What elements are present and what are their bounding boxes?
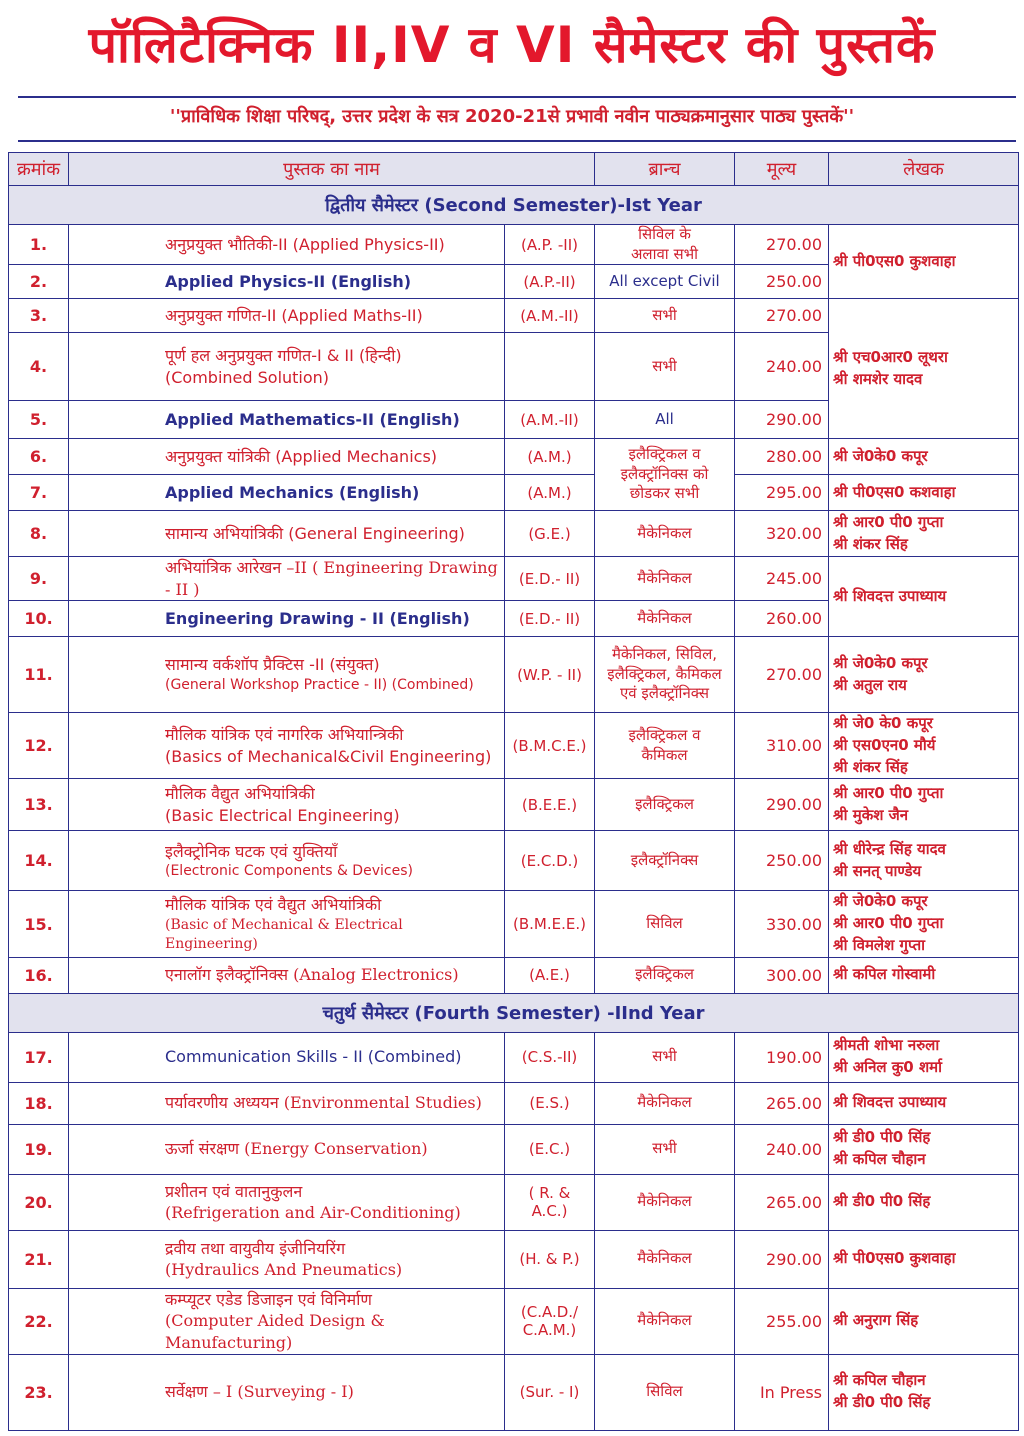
serial-number: 22. [9,1288,69,1354]
author-name: श्री डी0 पी0 सिंह [833,1128,931,1147]
branch-line: सिविल [646,914,683,933]
serial-number: 4. [9,333,69,401]
table-row [9,1230,1019,1288]
table-row [9,1174,1019,1230]
author-name: श्री जे0 के0 कपूर [833,714,933,733]
subject-code: (E.D.- II) [505,557,595,601]
branch [595,713,735,779]
author-name: श्री कपिल चौहान [833,1371,926,1390]
branch [595,1032,735,1082]
price: 270.00 [735,225,829,265]
branch-line: सभी [652,1139,677,1158]
branch-line: इलैक्ट्रिकल, कैमिकल [607,664,722,683]
author [829,637,1019,713]
book-name-line: (General Workshop Practice - II) (Combined) [165,677,474,694]
book-name [69,225,505,265]
branch [595,333,735,401]
branch-line: सभी [652,356,677,375]
book-name-line: (Basic of Mechanical & Electrical Engineering) [165,916,403,952]
author [829,1288,1019,1354]
book-name [69,1124,505,1174]
author [829,891,1019,957]
book-name-line: मौलिक वैद्युत अभियांत्रिकी [165,784,315,804]
author [829,957,1019,993]
book-name [69,475,505,511]
page-subtitle: ''प्राविधिक शिक्षा परिषद्, उत्तर प्रदेश के सत्र 2020-21से प्रभावी नवीन पाठ्यक्रमानुसार पाठ्य पुस्तकें'' [169,106,855,127]
semester-row-fourth [9,993,1019,1032]
semester-row-second [9,186,1019,225]
author-name: श्री धीरेन्द्र सिंह यादव [833,840,946,859]
price: 290.00 [735,401,829,439]
book-name-line: मौलिक यांत्रिक एवं वैद्युत अभियांत्रिकी [165,895,382,915]
subject-code: (W.P. - II) [505,637,595,713]
branch [595,1354,735,1430]
author [829,439,1019,475]
book-name-line: Applied Physics-II (English) [165,271,412,291]
table-row [9,475,1019,511]
book-name-line: मौलिक यांत्रिक एवं नागरिक अभियान्त्रिकी [165,725,404,745]
book-name-line: (Basic Electrical Engineering) [165,805,400,825]
subject-code: (C.A.D./ C.A.M.) [505,1288,595,1354]
branch [595,601,735,637]
table-row [9,891,1019,957]
branch-line: सभी [652,1047,677,1066]
author [829,225,1019,299]
table-row [9,831,1019,891]
author-name: श्री आर0 पी0 गुप्ता [833,512,944,531]
author-name: श्री शंकर सिंह [833,534,908,553]
col-header-author: लेखक [829,153,1019,186]
books-table [8,152,1019,1431]
price: 240.00 [735,333,829,401]
author-name: श्री एस0एन0 मौर्य [833,735,936,754]
branch [595,299,735,333]
branch-line: सिविल के [638,225,691,243]
subject-code: (A.M.-II) [505,401,595,439]
branch-line: इलैक्ट्रॉनिक्स को [620,464,709,483]
branch-line: मैकेनिकल [637,608,692,627]
book-name-line: पर्यावरणीय अध्ययन (Environmental Studies) [165,1093,482,1113]
price: 310.00 [735,713,829,779]
author [829,1082,1019,1124]
author [829,557,1019,637]
author [829,831,1019,891]
branch [595,891,735,957]
serial-number: 19. [9,1124,69,1174]
book-name-line: कम्प्यूटर एडेड डिजाइन एवं विनिर्माण [165,1289,372,1309]
author [829,1124,1019,1174]
col-header-name: पुस्तक का नाम [69,153,595,186]
serial-number: 2. [9,265,69,299]
book-name-line: सामान्य अभियांत्रिकी (General Engineering) [165,523,465,543]
serial-number: 6. [9,439,69,475]
table-body [9,186,1019,1431]
branch-line: इलैक्ट्रिकल व [628,445,701,464]
author-name: श्री अतुल राय [833,675,907,694]
book-name [69,1288,505,1354]
subject-code: (E.S.) [505,1082,595,1124]
book-name [69,891,505,957]
price: 240.00 [735,1124,829,1174]
author-name: श्री कपिल गोस्वामी [833,965,936,984]
book-name-line: अनुप्रयुक्त गणित-II (Applied Maths-II) [165,305,423,325]
branch-line: मैकेनिकल [637,1192,692,1211]
serial-number: 5. [9,401,69,439]
branch-line: इलैक्ट्रिकल व [628,726,701,745]
divider [18,140,1016,142]
branch [595,225,735,265]
book-name-line: प्रशीतन एवं वातानुकुलन [165,1181,303,1201]
price: 320.00 [735,511,829,557]
branch-line: मैकेनिकल [637,523,692,542]
book-name [69,265,505,299]
branch-line: All except Civil [609,271,720,290]
serial-number: 1. [9,225,69,265]
author-name: श्री जे0के0 कपूर [833,653,928,672]
book-name-line: द्रवीय तथा वायुवीय इंजीनियरिंग [165,1238,346,1258]
serial-number: 11. [9,637,69,713]
book-name-line: पूर्ण हल अनुप्रयुक्त गणित-I & II (हिन्दी) [165,345,402,365]
book-name [69,1174,505,1230]
page-title: पॉलिटैक्निक II,IV व VI सैमेस्टर की पुस्तकें [88,16,936,74]
serial-number: 13. [9,779,69,831]
branch-line: अलावा सभी [630,244,699,263]
table-row [9,439,1019,475]
author [829,1354,1019,1430]
book-name-line: (Electronic Components & Devices) [165,863,413,880]
book-name [69,439,505,475]
book-name-line: इलैक्ट्रोनिक घटक एवं युक्तियाँ [165,841,338,861]
price: 265.00 [735,1082,829,1124]
price: 290.00 [735,1230,829,1288]
book-name-line: ऊर्जा संरक्षण (Energy Conservation) [165,1139,428,1159]
branch-line: सिविल [646,1382,683,1401]
branch [595,265,735,299]
branch [595,557,735,601]
book-name [69,601,505,637]
branch [595,1124,735,1174]
subject-code: (H. & P.) [505,1230,595,1288]
price: 290.00 [735,779,829,831]
subject-code: (A.E.) [505,957,595,993]
divider [18,96,1016,98]
table-header-row [9,153,1019,186]
subject-code: (G.E.) [505,511,595,557]
subject-code: (A.M.) [505,475,595,511]
table-row [9,557,1019,601]
col-header-price: मूल्य [735,153,829,186]
branch [595,957,735,993]
price: In Press [735,1354,829,1430]
branch-line: मैकेनिकल [637,1311,692,1330]
branch [595,637,735,713]
price: 190.00 [735,1032,829,1082]
branch-line: कैमिकल [641,745,688,764]
author [829,713,1019,779]
serial-number: 16. [9,957,69,993]
author-name: श्री डी0 पी0 सिंह [833,1192,931,1211]
table-row [9,225,1019,265]
book-name-line: (Hydraulics And Pneumatics) [165,1260,403,1280]
branch-line: इलैक्ट्रॉनिक्स [630,851,699,870]
semester-heading: चतुर्थ सैमेस्टर (Fourth Semester) -IInd Year [9,993,1019,1032]
price: 280.00 [735,439,829,475]
serial-number: 12. [9,713,69,779]
serial-number: 23. [9,1354,69,1430]
book-name-line: (Basics of Mechanical&Civil Engineering) [165,746,492,766]
author-name: श्री आर0 पी0 गुप्ता [833,914,944,933]
branch [595,1174,735,1230]
author-name: श्री विमलेश गुप्ता [833,935,926,954]
author-name: श्री जे0के0 कपूर [833,446,928,465]
serial-number: 7. [9,475,69,511]
book-name [69,333,505,401]
price: 295.00 [735,475,829,511]
table-row [9,1288,1019,1354]
book-name [69,511,505,557]
book-name-line: (Computer Aided Design & Manufacturing) [165,1311,385,1352]
author-name: श्री आर0 पी0 गुप्ता [833,784,944,803]
author [829,299,1019,439]
branch-line: सभी [652,305,677,324]
price: 245.00 [735,557,829,601]
author-name: श्री पी0एस0 कुशवाहा [833,1249,956,1268]
branch-line: मैकेनिकल [637,1249,692,1268]
branch-line: मैकेनिकल, सिविल, [611,645,718,664]
price: 250.00 [735,265,829,299]
book-name-line: अनुप्रयुक्त भौतिकी-II (Applied Physics-II) [165,234,445,254]
table-row [9,299,1019,333]
table-row [9,511,1019,557]
author-name: श्री शिवदत्त उपाध्याय [833,1093,947,1112]
book-name-line: एनालॉग इलैक्ट्रॉनिक्स (Analog Electronics) [165,965,459,985]
author-name: श्री पी0एस0 कुशवाहा [833,251,956,270]
table-row [9,637,1019,713]
book-name [69,299,505,333]
author-name: श्री सनत् पाण्डेय [833,861,922,880]
price: 270.00 [735,299,829,333]
book-name-line: Applied Mathematics-II (English) [165,409,460,429]
subject-code: (E.D.- II) [505,601,595,637]
branch [595,831,735,891]
price: 265.00 [735,1174,829,1230]
author-name: श्री अनुराग सिंह [833,1311,919,1330]
subject-code [505,333,595,401]
author-name: श्री अनिल कु0 शर्मा [833,1058,943,1077]
book-name-line: Applied Mechanics (English) [165,482,420,502]
book-name [69,401,505,439]
author-name: श्री कपिल चौहान [833,1150,926,1169]
branch [595,1082,735,1124]
book-name-line: (Refrigeration and Air-Conditioning) [165,1203,461,1223]
author-name: श्री मुकेश जैन [833,805,909,824]
author-name: श्री पी0एस0 कशवाहा [833,482,956,501]
branch-line: All [655,409,674,428]
author-name: श्री जे0के0 कपूर [833,892,928,911]
author [829,779,1019,831]
book-name [69,713,505,779]
book-name [69,779,505,831]
book-name-line: सामान्य वर्कशॉप प्रैक्टिस -II (संयुक्त) [165,655,380,675]
book-name [69,1354,505,1430]
subject-code: ( R. & A.C.) [505,1174,595,1230]
book-name-line: Communication Skills - II (Combined) [165,1047,462,1067]
subject-code: (A.P. -II) [505,225,595,265]
serial-number: 10. [9,601,69,637]
subject-code: (E.C.D.) [505,831,595,891]
book-name-line: Engineering Drawing - II (English) [165,608,470,628]
serial-number: 21. [9,1230,69,1288]
book-name [69,1230,505,1288]
table-row [9,713,1019,779]
price: 330.00 [735,891,829,957]
table-row [9,779,1019,831]
branch-line: छोडकर सभी [629,484,700,503]
price: 250.00 [735,831,829,891]
table-row [9,1354,1019,1430]
branch-line: मैकेनिकल [637,568,692,587]
book-name [69,831,505,891]
subject-code: (B.E.E.) [505,779,595,831]
branch [595,401,735,439]
subject-code: (B.M.E.E.) [505,891,595,957]
book-name-line: अभियांत्रिक आरेखन –II ( Engineering Drawing - II ) [165,558,498,599]
branch-line: इलैक्ट्रिकल [635,795,694,814]
author-name: श्री शमशेर यादव [833,369,923,388]
table-row [9,1082,1019,1124]
book-name [69,1032,505,1082]
serial-number: 9. [9,557,69,601]
subject-code: (B.M.C.E.) [505,713,595,779]
author [829,1174,1019,1230]
author-name: श्री शंकर सिंह [833,757,908,776]
serial-number: 20. [9,1174,69,1230]
serial-number: 15. [9,891,69,957]
branch-line: एवं इलैक्ट्रॉनिक्स [620,684,709,703]
author-name: श्री डी0 पी0 सिंह [833,1393,931,1412]
serial-number: 17. [9,1032,69,1082]
author-name: श्री शिवदत्त उपाध्याय [833,586,947,605]
book-name [69,1082,505,1124]
table-row [9,957,1019,993]
price: 260.00 [735,601,829,637]
subject-code: (Sur. - I) [505,1354,595,1430]
author [829,1032,1019,1082]
branch-line: इलैक्ट्रिकल [635,965,694,984]
subject-code: (E.C.) [505,1124,595,1174]
table-row [9,1032,1019,1082]
price: 270.00 [735,637,829,713]
col-header-sn: क्रमांक [9,153,69,186]
table-row [9,1124,1019,1174]
price: 255.00 [735,1288,829,1354]
serial-number: 18. [9,1082,69,1124]
author [829,511,1019,557]
serial-number: 14. [9,831,69,891]
book-name [69,637,505,713]
author [829,1230,1019,1288]
semester-heading: द्वितीय सैमेस्टर (Second Semester)-Ist Year [9,186,1019,225]
serial-number: 8. [9,511,69,557]
subject-code: (C.S.-II) [505,1032,595,1082]
author [829,475,1019,511]
book-name-line: सर्वेक्षण – I (Surveying - I) [165,1382,354,1402]
serial-number: 3. [9,299,69,333]
branch [595,1288,735,1354]
branch [595,1230,735,1288]
branch-line: मैकेनिकल [637,1093,692,1112]
subject-code: (A.M.) [505,439,595,475]
branch [595,439,735,511]
book-name [69,957,505,993]
author-name: श्रीमती शोभा नरुला [833,1036,940,1055]
branch [595,511,735,557]
col-header-branch: ब्रान्च [595,153,735,186]
subject-code: (A.M.-II) [505,299,595,333]
price: 300.00 [735,957,829,993]
author-name: श्री एच0आर0 लूथरा [833,347,948,366]
book-name-line: अनुप्रयुक्त यांत्रिकी (Applied Mechanics) [165,446,438,466]
branch [595,779,735,831]
subject-code: (A.P.-II) [505,265,595,299]
book-name [69,557,505,601]
book-name-line: (Combined Solution) [165,367,330,387]
